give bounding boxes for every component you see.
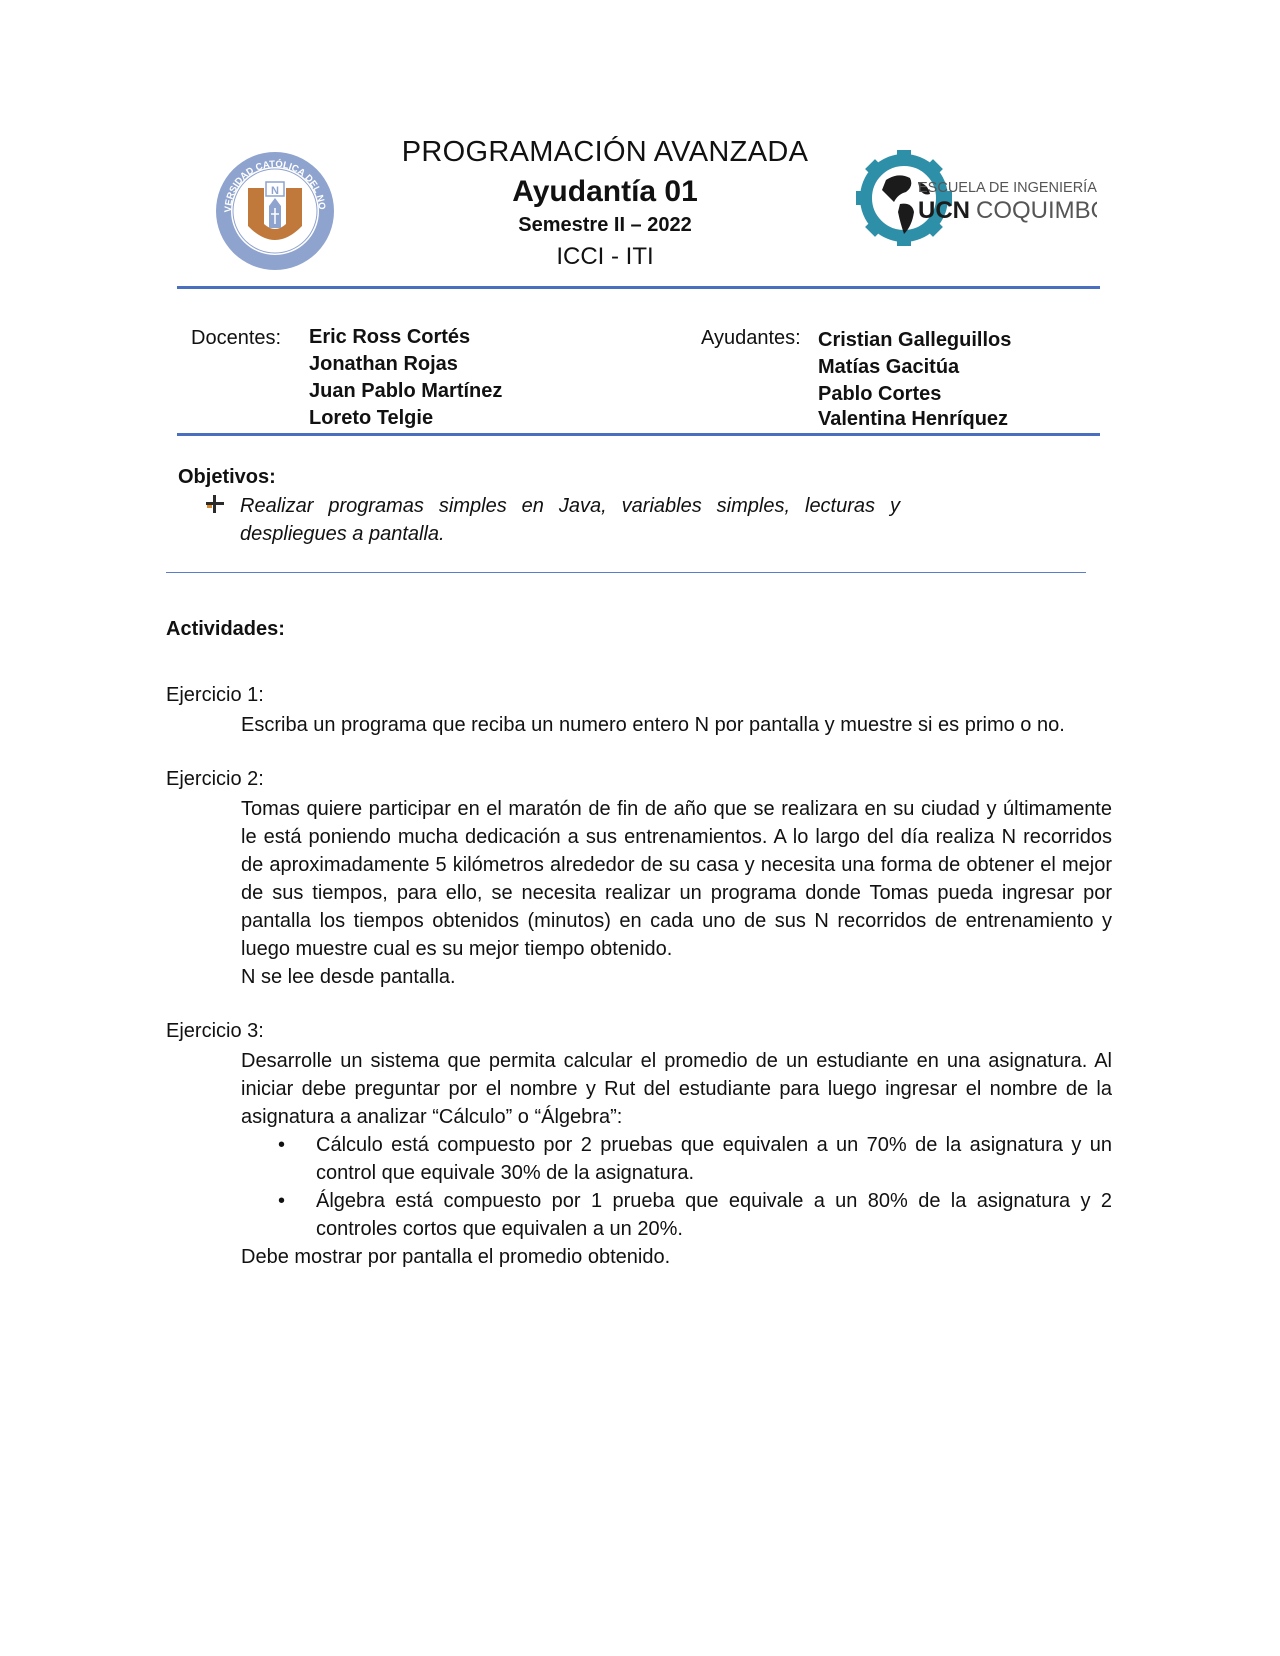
exercise-3-bullet: Álgebra está compuesto por 1 prueba que equivale a un 80% de la asignatura y 2 controles cortos que equivalen a un 20%. [316, 1190, 1112, 1240]
bullet-dot-icon: • [278, 1190, 286, 1212]
escuela-ingenieria-logo [852, 146, 1097, 256]
docentes-list [309, 324, 502, 432]
header-divider [177, 286, 1100, 289]
logo-escuela-text: ESCUELA DE INGENIERÍA [918, 180, 1097, 196]
docente-name: Eric Ross Cortés [309, 326, 471, 348]
program-label: ICCI - ITI [556, 243, 654, 270]
ayudante-name: Matías Gacitúa [818, 356, 960, 378]
ayudantes-list [818, 327, 1011, 430]
exercise-1-text: Escriba un programa que reciba un numero entero N por pantalla y muestre si es primo o no. [241, 714, 1065, 736]
exercise-2-text: Tomas quiere participar en el maratón de fin de año que se realizara en su ciudad y últimamente le está poniendo mucha dedicación a sus entrenamientos. A lo largo del día realiza N recorridos de aproximadamente 5 kilómetros alrededor de su casa y necesita una forma de obtener el mejor de sus tiempos, para ello, se necesita realizar un programa donde Tomas pueda ingresar por pantalla los tiempos obtenidos (minutos) en cada uno de sus N recorridos de entrenamiento y luego muestre cual es su mejor tiempo obtenido. [241, 798, 1112, 960]
objetivos-heading: Objetivos: [178, 466, 276, 488]
objetivos-divider [166, 572, 1086, 573]
logo-ucn-text: UCN [918, 197, 970, 224]
logo-coquimbo-text: COQUIMBO [976, 197, 1097, 224]
exercise-1-label: Ejercicio 1: [166, 684, 264, 706]
ayudante-name: Valentina Henríquez [818, 408, 1009, 430]
exercise-2-note: N se lee desde pantalla. [241, 966, 456, 988]
logo-chile-text: CHILE [259, 240, 291, 254]
plus-bullet-icon [204, 493, 226, 515]
logo-ring-text: VERSIDAD CATÓLICA DEL NO [222, 158, 328, 213]
list-item [241, 1131, 1112, 1187]
docente-name: Loreto Telgie [309, 407, 434, 429]
exercise-2-label: Ejercicio 2: [166, 768, 264, 790]
actividades-heading: Actividades: [166, 618, 285, 640]
logo-n-letter: N [271, 185, 279, 197]
ayudante-name: Pablo Cortes [818, 383, 942, 405]
exercise-3-closing: Debe mostrar por pantalla el promedio obtenido. [241, 1246, 671, 1268]
exercise-3-bullet: Cálculo está compuesto por 2 pruebas que equivalen a un 70% de la asignatura y un control que equivale 30% de la asignatura. [316, 1134, 1112, 1184]
exercise-3-body [241, 1047, 1112, 1271]
ucn-university-logo [214, 150, 336, 272]
staff-divider [177, 433, 1100, 436]
exercise-3-text: Desarrolle un sistema que permita calcular el promedio de un estudiante en una asignatura. Al iniciar debe preguntar por el nombre y Rut del estudiante para luego ingresar el nombre de la asignatura a analizar “Cálculo” o “Álgebra”: [241, 1050, 1112, 1128]
docente-name: Jonathan Rojas [309, 353, 458, 375]
assignment-title: Ayudantía 01 [512, 175, 698, 208]
exercise-3-label: Ejercicio 3: [166, 1020, 264, 1042]
exercise-2-body [241, 795, 1112, 991]
bullet-dot-icon: • [278, 1134, 286, 1156]
docentes-label: Docentes: [191, 327, 282, 349]
course-title: PROGRAMACIÓN AVANZADA [401, 136, 809, 168]
list-item [241, 1187, 1112, 1243]
ayudante-name: Cristian Galleguillos [818, 329, 1012, 351]
semester-label: Semestre II – 2022 [518, 214, 692, 236]
objetivos-text: Realizar programas simples en Java, variables simples, lecturas y despliegues a pantalla. [240, 495, 900, 545]
docente-name: Juan Pablo Martínez [309, 380, 503, 402]
ayudantes-label: Ayudantes: [701, 327, 801, 349]
